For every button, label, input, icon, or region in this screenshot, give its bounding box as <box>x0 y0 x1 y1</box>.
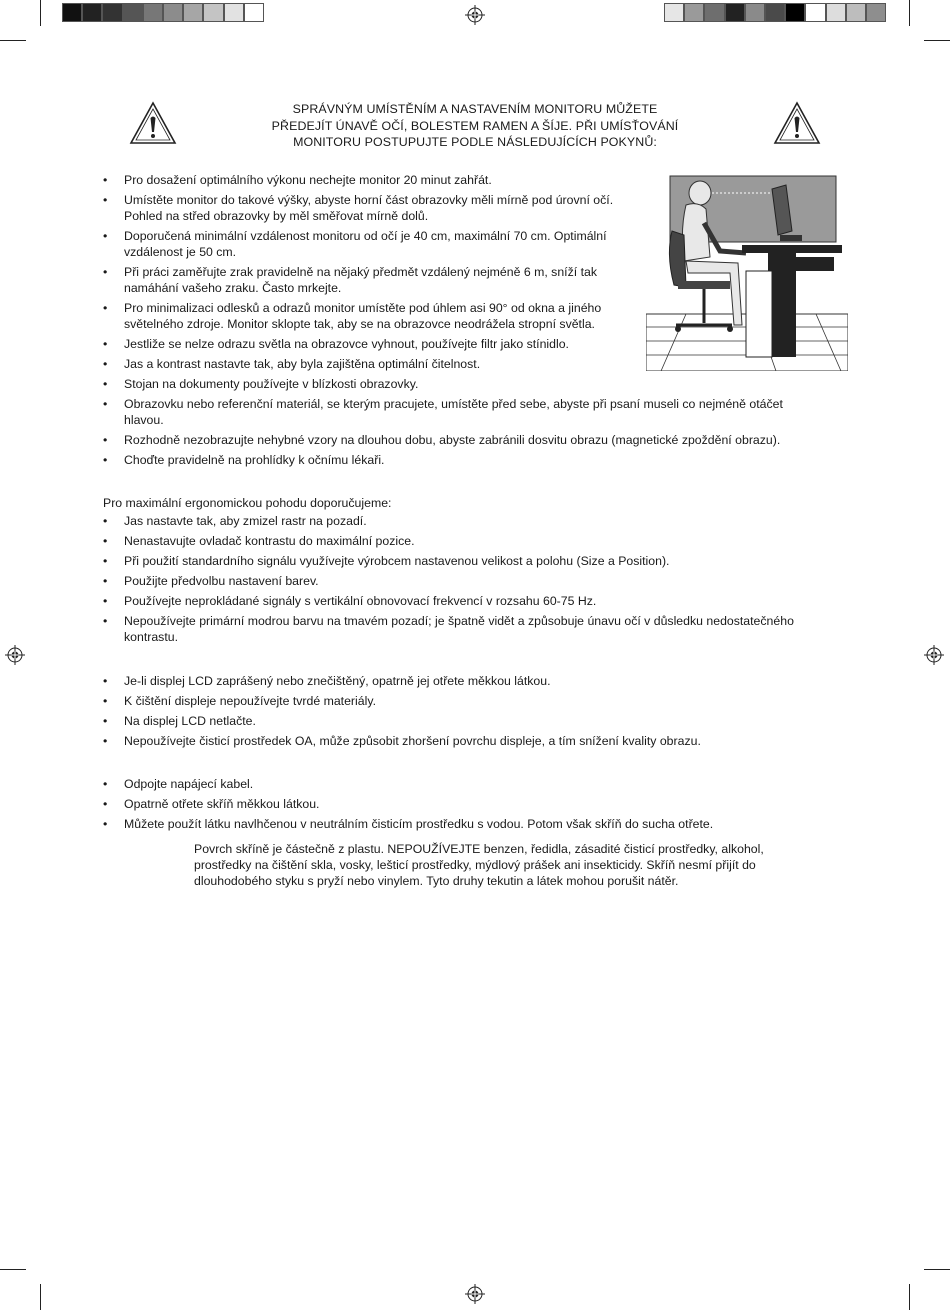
color-swatch <box>224 3 244 22</box>
heading-line: PŘEDEJÍT ÚNAVĚ OČÍ, BOLESTEM RAMEN A ŠÍJE. PŘI UMÍSŤOVÁNÍ <box>271 118 679 133</box>
color-swatch <box>203 3 223 22</box>
ergonomics-list <box>103 172 783 472</box>
list-item: • Použijte předvolbu nastavení barev. <box>103 573 843 589</box>
list-item: • Na displej LCD netlačte. <box>103 713 843 729</box>
color-swatch <box>725 3 745 22</box>
crop-mark <box>40 0 41 26</box>
list-item: • Rozhodně nezobrazujte nehybné vzory na dlouhou dobu, abyste zabránili dosvitu obrazu (magnetické zpoždění obrazu). <box>103 432 824 448</box>
heading-line: SPRÁVNÝM UMÍSTĚNÍM A NASTAVENÍM MONITORU MŮŽETE <box>292 102 658 116</box>
color-swatch <box>123 3 143 22</box>
list-item: • Nepoužívejte primární modrou barvu na tmavém pozadí; je špatně vidět a způsobuje únavu očí v důsledku nedostatečného kontrastu. <box>103 613 843 645</box>
list-item: • Při použití standardního signálu využívejte výrobcem nastavenou velikost a polohu (Size a Position). <box>103 553 843 569</box>
list-item: • Nepoužívejte čisticí prostředek OA, může způsobit zhoršení povrchu displeje, a tím snížení kvality obrazu. <box>103 733 843 749</box>
color-swatch <box>866 3 886 22</box>
color-swatch <box>82 3 102 22</box>
color-swatch <box>163 3 183 22</box>
registration-mark-icon <box>465 1284 485 1304</box>
color-swatch <box>745 3 765 22</box>
lcd-cleaning-list <box>103 673 843 753</box>
color-bar-right <box>664 3 886 22</box>
registration-mark-icon <box>924 645 944 665</box>
list-item: • Stojan na dokumenty používejte v blízkosti obrazovky. <box>103 376 641 392</box>
list-item: • Nenastavujte ovladač kontrastu do maximální pozice. <box>103 533 843 549</box>
crop-mark <box>0 40 26 41</box>
color-bar-left <box>62 3 264 22</box>
color-swatch <box>244 3 264 22</box>
warning-heading <box>238 101 712 151</box>
list-item: • Pro minimalizaci odlesků a odrazů monitor umístěte pod úhlem asi 90° od okna a jiného světelného zdroje. Monitor sklopte tak, aby se na obrazovce neodrážela stropní světla. <box>103 300 641 332</box>
color-swatch <box>805 3 825 22</box>
list-item: • Umístěte monitor do takové výšky, abyste horní část obrazovky měli mírně pod úrovní očí. Pohled na střed obrazovky by měl směřovat mírně dolů. <box>103 192 641 224</box>
crop-mark <box>40 1284 41 1310</box>
color-swatch <box>846 3 866 22</box>
list-item: • Je-li displej LCD zaprášený nebo znečištěný, opatrně jej otřete měkkou látkou. <box>103 673 843 689</box>
color-swatch <box>826 3 846 22</box>
section-intro: Pro maximální ergonomickou pohodu doporučujeme: <box>103 496 392 510</box>
list-item: • K čištění displeje nepoužívejte tvrdé materiály. <box>103 693 843 709</box>
crop-mark <box>909 1284 910 1310</box>
color-swatch <box>62 3 82 22</box>
color-swatch <box>785 3 805 22</box>
crop-mark <box>909 0 910 26</box>
display-settings-list <box>103 513 843 649</box>
color-swatch <box>765 3 785 22</box>
list-item: • Jestliže se nelze odrazu světla na obrazovce vyhnout, používejte filtr jako stínidlo. <box>103 336 641 352</box>
color-swatch <box>684 3 704 22</box>
list-item: • Můžete použít látku navlhčenou v neutrálním čisticím prostředku s vodou. Potom však skříň do sucha otřete. <box>103 816 843 832</box>
registration-mark-icon <box>465 5 485 25</box>
list-item: • Pro dosažení optimálního výkonu nechejte monitor 20 minut zahřát. <box>103 172 641 188</box>
color-swatch <box>704 3 724 22</box>
list-item: • Jas nastavte tak, aby zmizel rastr na pozadí. <box>103 513 843 529</box>
color-swatch <box>183 3 203 22</box>
crop-mark <box>0 1269 26 1270</box>
list-item: • Používejte neprokládané signály s vertikální obnovovací frekvencí v rozsahu 60-75 Hz. <box>103 593 843 609</box>
crop-mark <box>924 1269 950 1270</box>
list-item: • Opatrně otřete skříň měkkou látkou. <box>103 796 843 812</box>
heading-line: MONITORU POSTUPUJTE PODLE NÁSLEDUJÍCÍCH POKYNŮ: <box>293 135 657 149</box>
list-item: • Odpojte napájecí kabel. <box>103 776 843 792</box>
registration-mark-icon <box>5 645 25 665</box>
list-item: • Při práci zaměřujte zrak pravidelně na nějaký předmět vzdálený nejméně 6 m, sníží tak namáhání vašeho zraku. Často mrkejte. <box>103 264 641 296</box>
cabinet-cleaning-list <box>103 776 843 836</box>
color-swatch <box>102 3 122 22</box>
color-swatch <box>664 3 684 22</box>
color-swatch <box>143 3 163 22</box>
warning-triangle-icon <box>129 101 177 145</box>
ergonomic-workstation-illustration <box>646 175 848 371</box>
cabinet-caution-note: Povrch skříně je částečně z plastu. NEPOUŽÍVEJTE benzen, ředidla, zásadité čisticí prostředky, alkohol, prostředky na čištění skla, vosky, lešticí prostředky, mýdlový prášek ani insekticidy. Skříň nesmí přijít do dlouhodobého styku s pryží nebo vinylem. Tyto druhy tekutin a látek mohou porušit nátěr. <box>194 842 764 888</box>
warning-triangle-icon <box>773 101 821 145</box>
crop-mark <box>924 40 950 41</box>
list-item: • Jas a kontrast nastavte tak, aby byla zajištěna optimální čitelnost. <box>103 356 641 372</box>
list-item: • Choďte pravidelně na prohlídky k očnímu lékaři. <box>103 452 824 468</box>
list-item: • Doporučená minimální vzdálenost monitoru od očí je 40 cm, maximální 70 cm. Optimální vzdálenost je 50 cm. <box>103 228 641 260</box>
list-item: • Obrazovku nebo referenční materiál, se kterým pracujete, umístěte před sebe, abyste při psaní museli co nejméně otáčet hlavou. <box>103 396 824 428</box>
